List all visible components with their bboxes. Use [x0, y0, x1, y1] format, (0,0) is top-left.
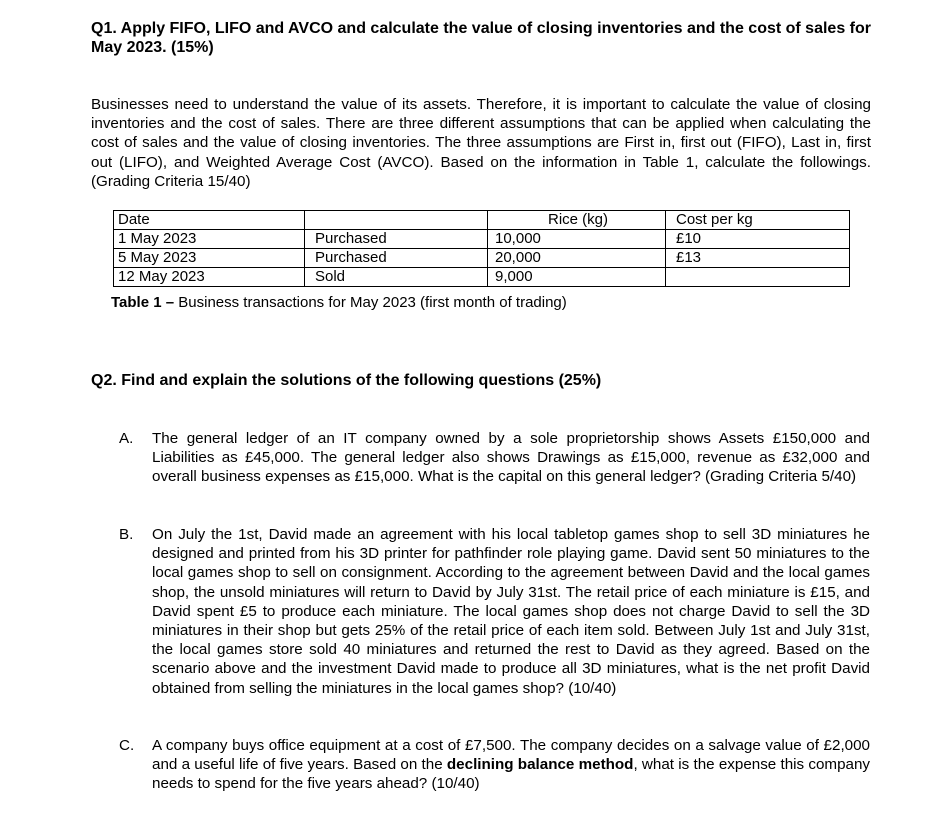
- cell-type: Sold: [305, 268, 488, 287]
- cell-rice: 9,000: [488, 268, 666, 287]
- cell-date: 12 May 2023: [114, 268, 305, 287]
- cell-rice: 10,000: [488, 230, 666, 249]
- item-label: B.: [119, 526, 134, 543]
- cell-type: Purchased: [305, 249, 488, 268]
- item-text-before: A company buys office equipment at a cost of £7,500. The company decides on a salvage value of £2,000 and a useful life of five years. Based on the: [152, 737, 870, 774]
- caption-text: Business transactions for May 2023 (first month of trading): [174, 294, 567, 311]
- item-text: On July the 1st, David made an agreement with his local tabletop games shop to sell 3D miniatures he designed and printed from his 3D printer for pathfinder role playing game. David sent 50 miniatures to the local games shop to sell on consignment. According to the agreement between David and the local games shop, the unsold miniatures will return to David by July 31st. The retail price of each miniature is £15, and David spent £5 to produce each miniature. The local games shop does not charge David to sell the 3D miniatures in their shop but gets 25% of the retail price of each item sold. Between July 1st and July 31st, the local games store sold 40 miniatures and returned the rest to David as they agreed. Based on the scenario above and the investment David made to produce all 3D miniatures, what is the net profit David obtained from selling the miniatures in the local games shop? (10/40): [152, 526, 870, 697]
- item-text: The general ledger of an IT company owned by a sole proprietorship shows Assets £150,000 and Liabilities as £45,000. The general ledger also shows Drawings as £15,000, revenue as £32,000 and overall business expenses as £15,000. What is the capital on this general ledger? (Grading Criteria 5/40): [152, 430, 870, 486]
- header-rice: Rice (kg): [488, 211, 666, 230]
- cell-cost: [666, 268, 850, 287]
- item-label: A.: [119, 430, 134, 447]
- cell-cost: £10: [666, 230, 850, 249]
- cell-cost: £13: [666, 249, 850, 268]
- table-caption: [111, 294, 567, 312]
- header-type: [305, 211, 488, 230]
- item-text-after: , what is the expense this company needs to spend for the five years ahead? (10/40): [152, 756, 870, 793]
- cell-type: Purchased: [305, 230, 488, 249]
- item-label: C.: [119, 737, 135, 754]
- caption-label: Table 1 –: [111, 294, 175, 311]
- header-date: Date: [114, 211, 305, 230]
- cell-date: 1 May 2023: [114, 230, 305, 249]
- inventory-table: [113, 210, 850, 287]
- item-text-bold: declining balance method: [446, 756, 634, 774]
- q2-title: Q2. Find and explain the solutions of the following questions (25%): [91, 372, 602, 389]
- table-row: [114, 249, 850, 268]
- table-header-row: [114, 211, 850, 230]
- table-row: [114, 268, 850, 287]
- q1-paragraph: Businesses need to understand the value of its assets. Therefore, it is important to calculate the value of closing inventories and the cost of sales. There are three different assumptions that can be applied when calculating the cost of sales and the value of closing inventories. The three assumptions are First in, first out (FIFO), Last in, first out (LIFO), and Weighted Average Cost (AVCO). Based on the information in Table 1, calculate the followings. (Grading Criteria 15/40): [91, 96, 871, 190]
- q1-title: Q1. Apply FIFO, LIFO and AVCO and calculate the value of closing inventories and the cost of sales for May 2023. (15%): [91, 20, 871, 56]
- cell-date: 5 May 2023: [114, 249, 305, 268]
- cell-rice: 20,000: [488, 249, 666, 268]
- table-row: [114, 230, 850, 249]
- header-cost: Cost per kg: [666, 211, 850, 230]
- item-text: [152, 736, 870, 794]
